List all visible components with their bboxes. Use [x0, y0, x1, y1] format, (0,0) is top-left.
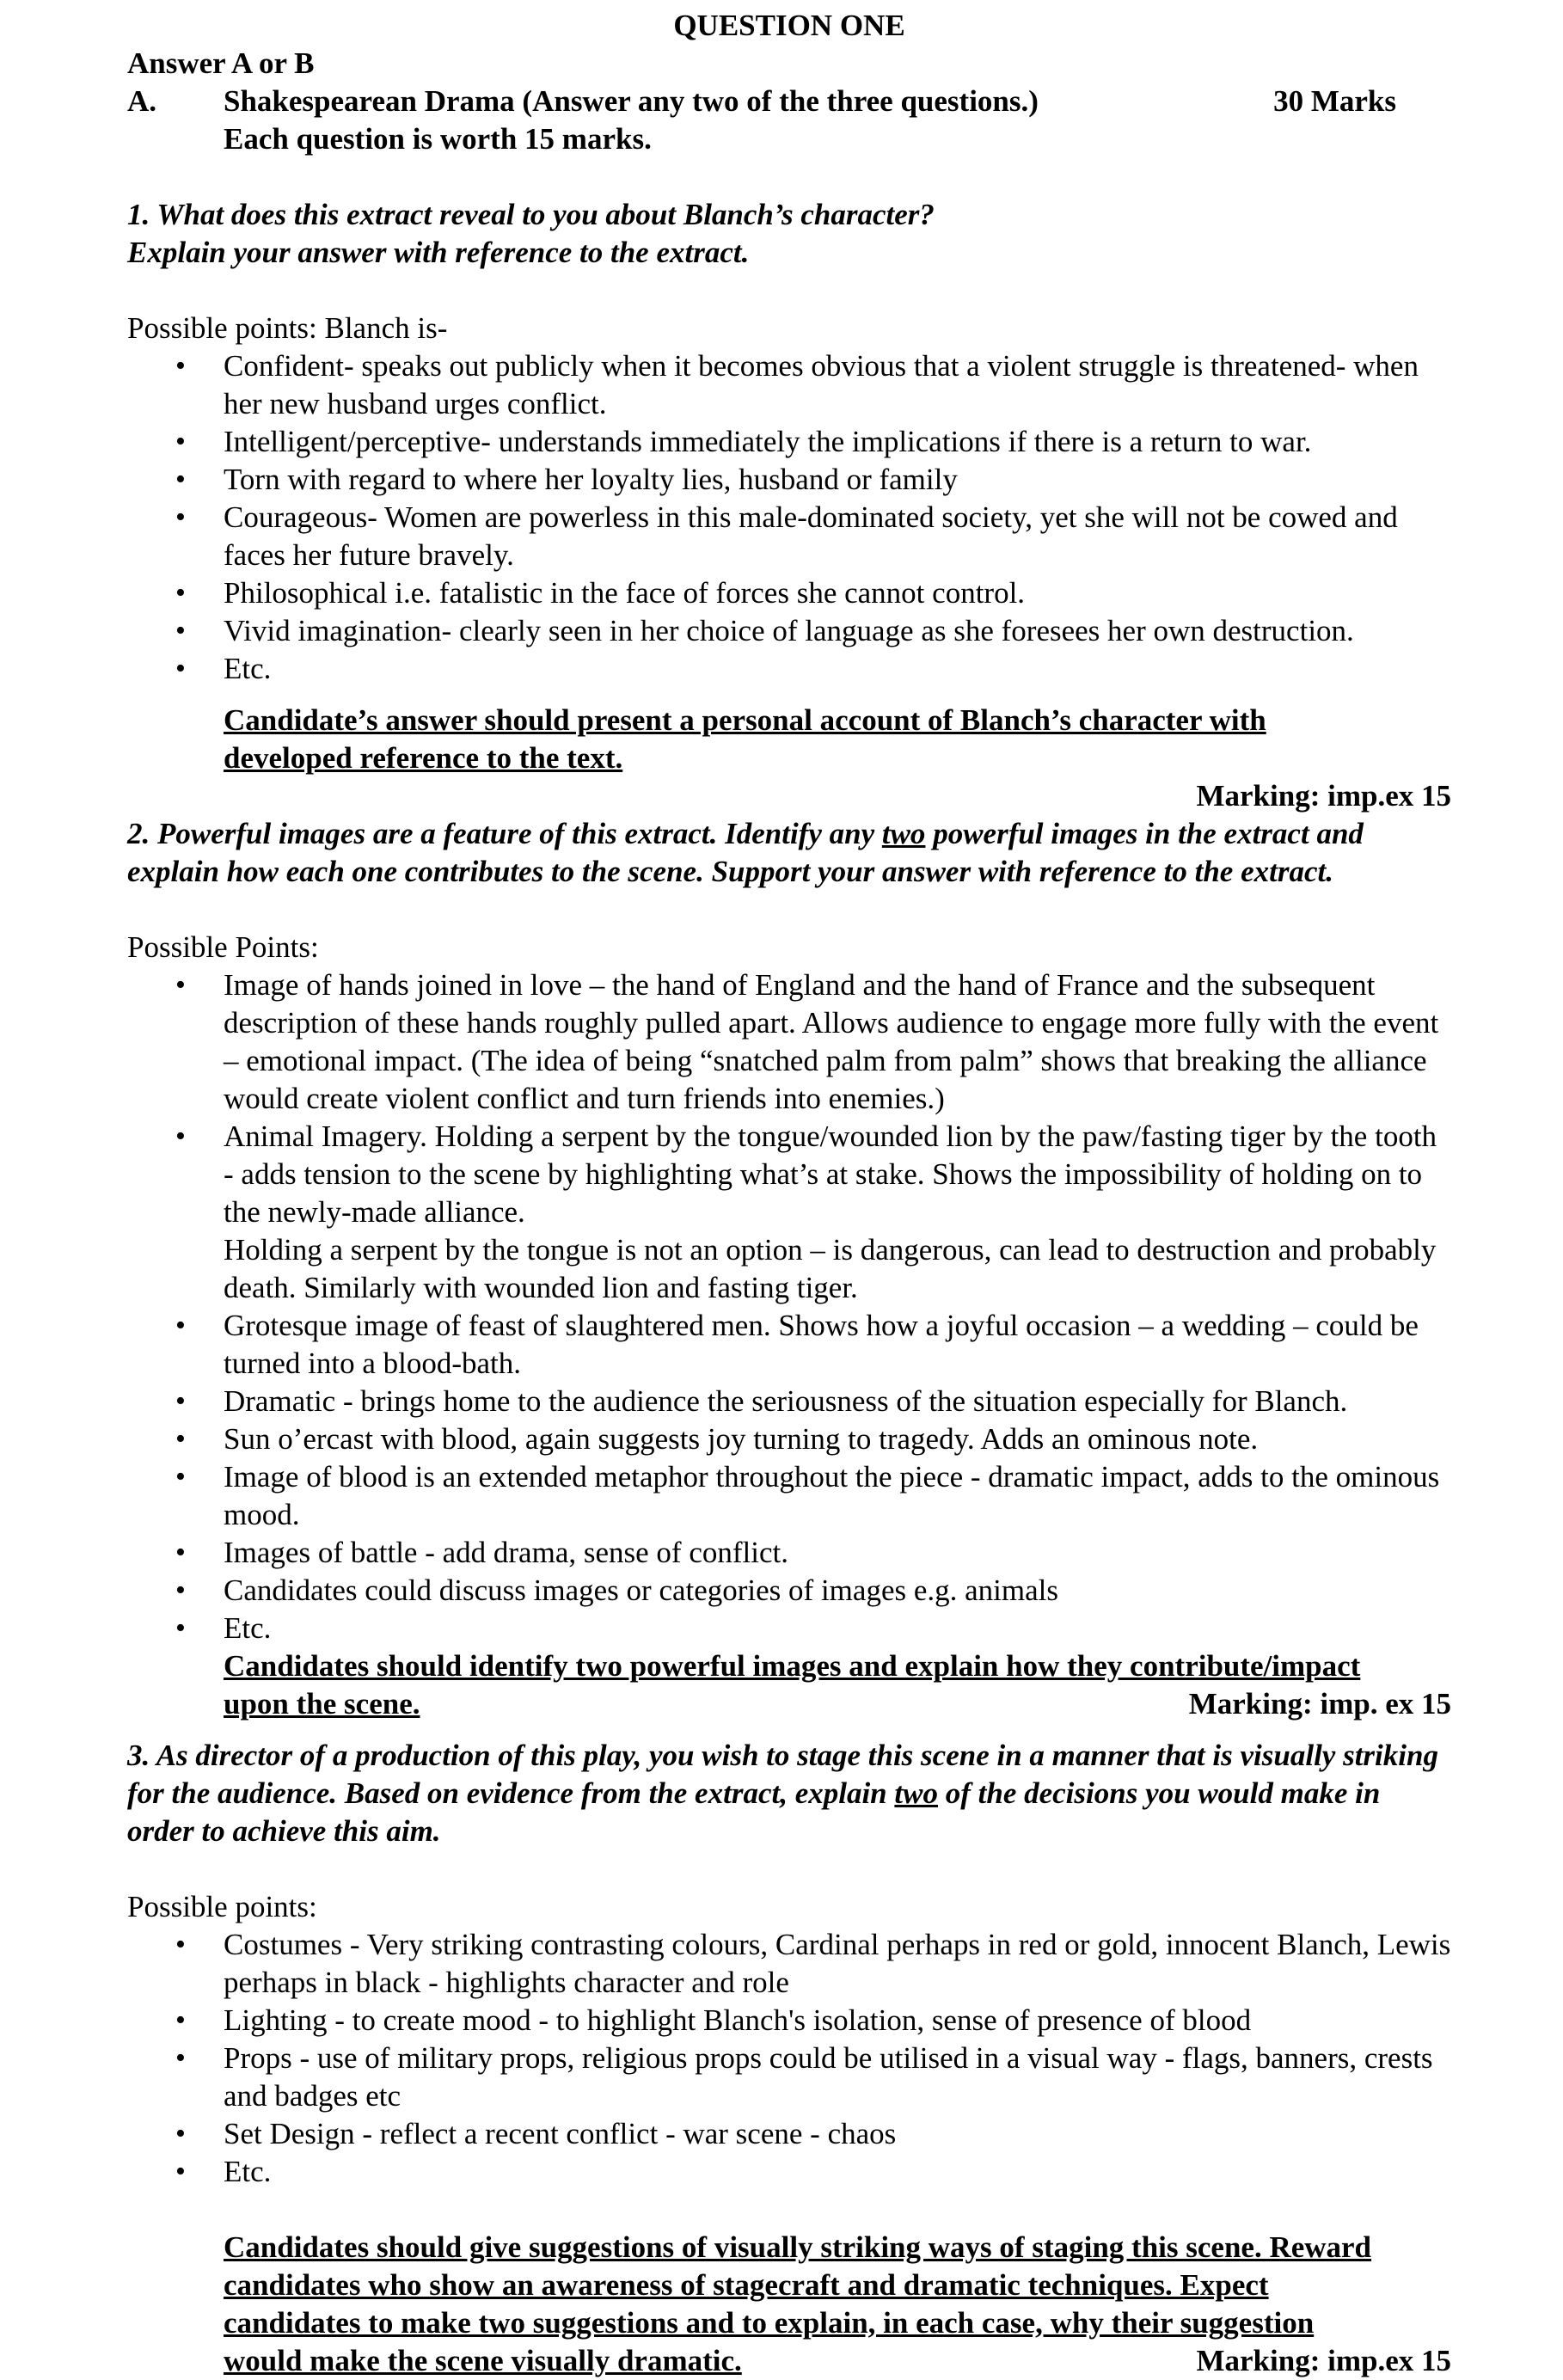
list-item: • Grotesque image of feast of slaughtered men. Shows how a joyful occasion – a wedding – could be turned into a blood-bath.	[127, 1307, 1451, 1383]
q3-guidance-line1: Candidates should give suggestions of visually striking ways of staging this scene. Reward	[224, 2230, 1372, 2264]
list-item: • Courageous- Women are powerless in this male-dominated society, yet she will not be cowed and faces her future bravely.	[127, 499, 1451, 574]
list-item	[127, 1118, 1451, 1307]
q2-guidance-line1: Candidates should identify two powerful images and explain how they contribute/impact	[224, 1649, 1361, 1683]
q2-question	[127, 815, 1451, 891]
list-item: • Images of battle - add drama, sense of conflict.	[127, 1534, 1451, 1572]
q3-question	[127, 1737, 1451, 1850]
list-item-extra: Holding a serpent by the tongue is not an option – is dangerous, can lead to destruction and probably death. Similarly with wounded lion and fasting tiger.	[224, 1233, 1437, 1304]
q1-question-line2: Explain your answer with reference to the extract.	[127, 236, 750, 269]
q3-possible-points-label: Possible points:	[127, 1890, 317, 1923]
q2-marking: Marking: imp. ex 15	[1188, 1687, 1451, 1721]
section-label: A.	[127, 84, 157, 118]
q1-points-list	[127, 347, 1451, 688]
q2-possible-points-label: Possible Points:	[127, 930, 319, 964]
list-item: • Philosophical i.e. fatalistic in the face of forces she cannot control.	[127, 574, 1451, 612]
q1-possible-points-label: Possible points: Blanch is-	[127, 311, 448, 345]
q1-guidance: Candidate’s answer should present a personal account of Blanch’s character with developed reference to the text.	[224, 703, 1266, 775]
list-item: • Sun o’ercast with blood, again suggests joy turning to tragedy. Adds an ominous note.	[127, 1420, 1451, 1458]
section-title: Shakespearean Drama (Answer any two of the three questions.)	[224, 84, 1039, 118]
q3-question-a: 3. As director of a production of this play, you wish to stage this scene in a manner that is visually striking for the audience. Based on evidence from the extract, explain	[127, 1739, 1438, 1810]
answer-choice: Answer A or B	[127, 46, 315, 80]
q1-question-line1: 1. What does this extract reveal to you about Blanch’s character?	[127, 198, 935, 231]
list-item: • Intelligent/perceptive- understands immediately the implications if there is a return to war.	[127, 423, 1451, 461]
list-item: • Etc.	[127, 2153, 1451, 2191]
q1-marking: Marking: imp.ex 15	[1196, 779, 1451, 813]
q3-marking: Marking: imp.ex 15	[1196, 2344, 1451, 2377]
list-item: • Image of blood is an extended metaphor throughout the piece - dramatic impact, adds to the ominous mood.	[127, 1458, 1451, 1534]
q3-guidance-line2: candidates who show an awareness of stagecraft and dramatic techniques. Expect	[224, 2268, 1269, 2302]
section-a-heading	[127, 83, 1451, 120]
q3-question-two: two	[894, 1776, 938, 1810]
q2-guidance-line2: upon the scene.	[224, 1687, 420, 1721]
q2-question-two: two	[881, 817, 926, 850]
document-page	[127, 7, 1451, 2380]
page-title: QUESTION ONE	[673, 9, 905, 42]
list-item: • Etc.	[127, 1610, 1451, 1647]
list-item: • Props - use of military props, religious props could be utilised in a visual way - flags, banners, crests and badges etc	[127, 2040, 1451, 2115]
list-item: • Etc.	[127, 650, 1451, 688]
q3-question-b: of the decisions you would make in order to achieve this aim.	[127, 1776, 1381, 1848]
section-subtitle: Each question is worth 15 marks.	[224, 122, 652, 156]
q3-guidance-line3: candidates to make two suggestions and to explain, in each case, why their suggestion	[224, 2306, 1315, 2340]
list-item: • Vivid imagination- clearly seen in her choice of language as she foresees her own destruction.	[127, 612, 1451, 650]
list-item: • Lighting - to create mood - to highlight Blanch's isolation, sense of presence of blood	[127, 2002, 1451, 2040]
list-item: • Confident- speaks out publicly when it becomes obvious that a violent struggle is threatened- when her new husband urges conflict.	[127, 347, 1451, 423]
list-item: • Dramatic - brings home to the audience the seriousness of the situation especially for Blanch.	[127, 1383, 1451, 1420]
list-item: • Candidates could discuss images or categories of images e.g. animals	[127, 1572, 1451, 1610]
list-item: • Set Design - reflect a recent conflict - war scene - chaos	[127, 2115, 1451, 2153]
section-marks: 30 Marks	[1273, 84, 1396, 118]
list-item: • Torn with regard to where her loyalty lies, husband or family	[127, 461, 1451, 499]
q2-question-b: powerful images in the extract and explain how each one contributes to the scene. Support your answer with reference to the extract.	[127, 817, 1364, 888]
list-item-text: • Animal Imagery. Holding a serpent by the tongue/wounded lion by the paw/fasting tiger by the tooth - adds tension to the scene by highlighting what’s at stake. Shows the impossibility of holding on to the newly-made alliance.	[224, 1119, 1437, 1229]
q2-points-list	[127, 966, 1451, 1647]
list-item: • Costumes - Very striking contrasting colours, Cardinal perhaps in red or gold, innocent Blanch, Lewis perhaps in black - highlights character and role	[127, 1926, 1451, 2002]
list-item: • Image of hands joined in love – the hand of England and the hand of France and the subsequent description of these hands roughly pulled apart. Allows audience to engage more fully with the event – emotional impact. (The idea of being “snatched palm from palm” shows that breaking the alliance would create violent conflict and turn friends into enemies.)	[127, 966, 1451, 1118]
q2-question-a: 2. Powerful images are a feature of this extract. Identify any	[127, 817, 882, 850]
q3-guidance-line4: would make the scene visually dramatic.	[224, 2344, 742, 2377]
q3-points-list	[127, 1926, 1451, 2191]
